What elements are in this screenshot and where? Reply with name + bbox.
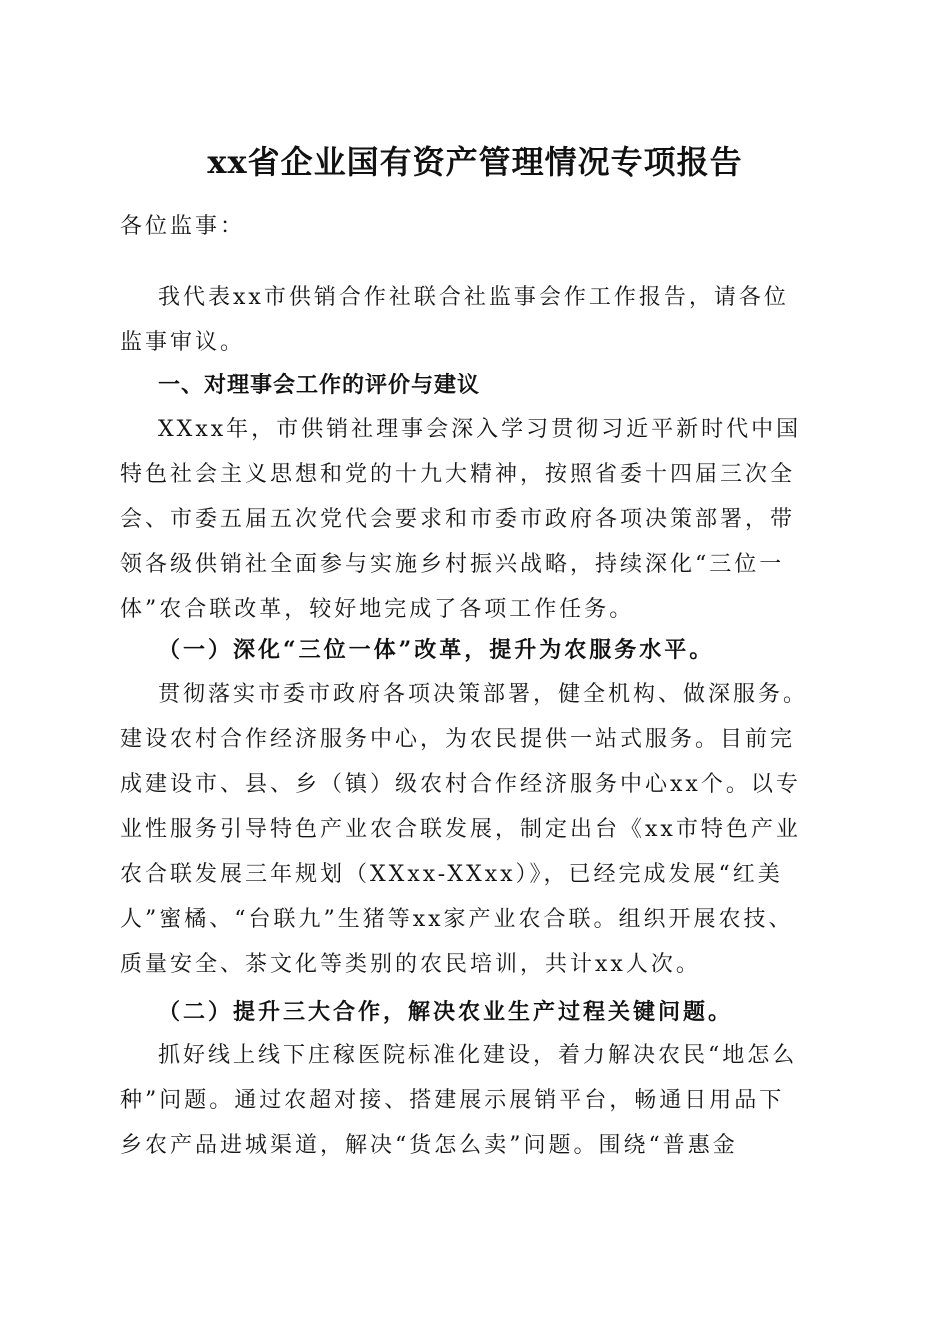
subsection-2-paragraph bbox=[120, 1034, 832, 1169]
paragraph-line: 农合联发展三年规划（XXxx-XXxx）》，已经完成发展“红美 bbox=[120, 862, 783, 887]
paragraph-line: 体”农合联改革，较好地完成了各项工作任务。 bbox=[120, 597, 635, 622]
paragraph-line: XXxx年，市供销社理事会深入学习贯彻习近平新时代中国 bbox=[158, 417, 802, 442]
paragraph-line: 乡农产品进城渠道，解决“货怎么卖”问题。围绕“普惠金 bbox=[120, 1133, 738, 1158]
intro-line: 我代表xx市供销合作社联合社监事会作工作报告，请各位 bbox=[158, 285, 789, 310]
paragraph-line: 成建设市、县、乡（镇）级农村合作经济服务中心xx个。以专 bbox=[120, 772, 801, 797]
paragraph-line: 种”问题。通过农超对接、搭建展示展销平台，畅通日用品下 bbox=[120, 1088, 785, 1113]
paragraph-line: 领各级供销社全面参与实施乡村振兴战略，持续深化“三位一 bbox=[120, 552, 785, 577]
salutation: 各位监事： bbox=[120, 214, 246, 239]
section-1-paragraph bbox=[120, 408, 832, 633]
subsection-2-heading: （二）提升三大合作，解决农业生产过程关键问题。 bbox=[158, 999, 734, 1025]
paragraph-line: 会、市委五届五次党代会要求和市委市政府各项决策部署，带 bbox=[120, 507, 796, 532]
paragraph-line: 抓好线上线下庄稼医院标准化建设，着力解决农民“地怎么 bbox=[158, 1043, 798, 1068]
paragraph-line: 建设农村合作经济服务中心，为农民提供一站式服务。目前完 bbox=[120, 727, 796, 752]
paragraph-line: 业性服务引导特色产业农合联发展，制定出台《xx市特色产业 bbox=[120, 817, 801, 842]
section-1-heading: 一、对理事会工作的评价与建议 bbox=[158, 373, 481, 398]
paragraph-line: 特色社会主义思想和党的十九大精神，按照省委十四届三次全 bbox=[120, 462, 796, 487]
paragraph-line: 人”蜜橘、“台联九”生猪等xx家产业农合联。组织开展农技、 bbox=[120, 907, 794, 932]
intro-paragraph bbox=[120, 276, 832, 366]
subsection-1-paragraph bbox=[120, 673, 832, 988]
intro-line: 监事审议。 bbox=[120, 330, 246, 355]
paragraph-line: 贯彻落实市委市政府各项决策部署，健全机构、做深服务。 bbox=[158, 682, 809, 707]
subsection-1-heading: （一）深化“三位一体”改革，提升为农服务水平。 bbox=[158, 637, 715, 663]
document-title: xx省企业国有资产管理情况专项报告 bbox=[207, 143, 743, 181]
paragraph-line: 质量安全、茶文化等类别的农民培训，共计xx人次。 bbox=[120, 952, 701, 977]
